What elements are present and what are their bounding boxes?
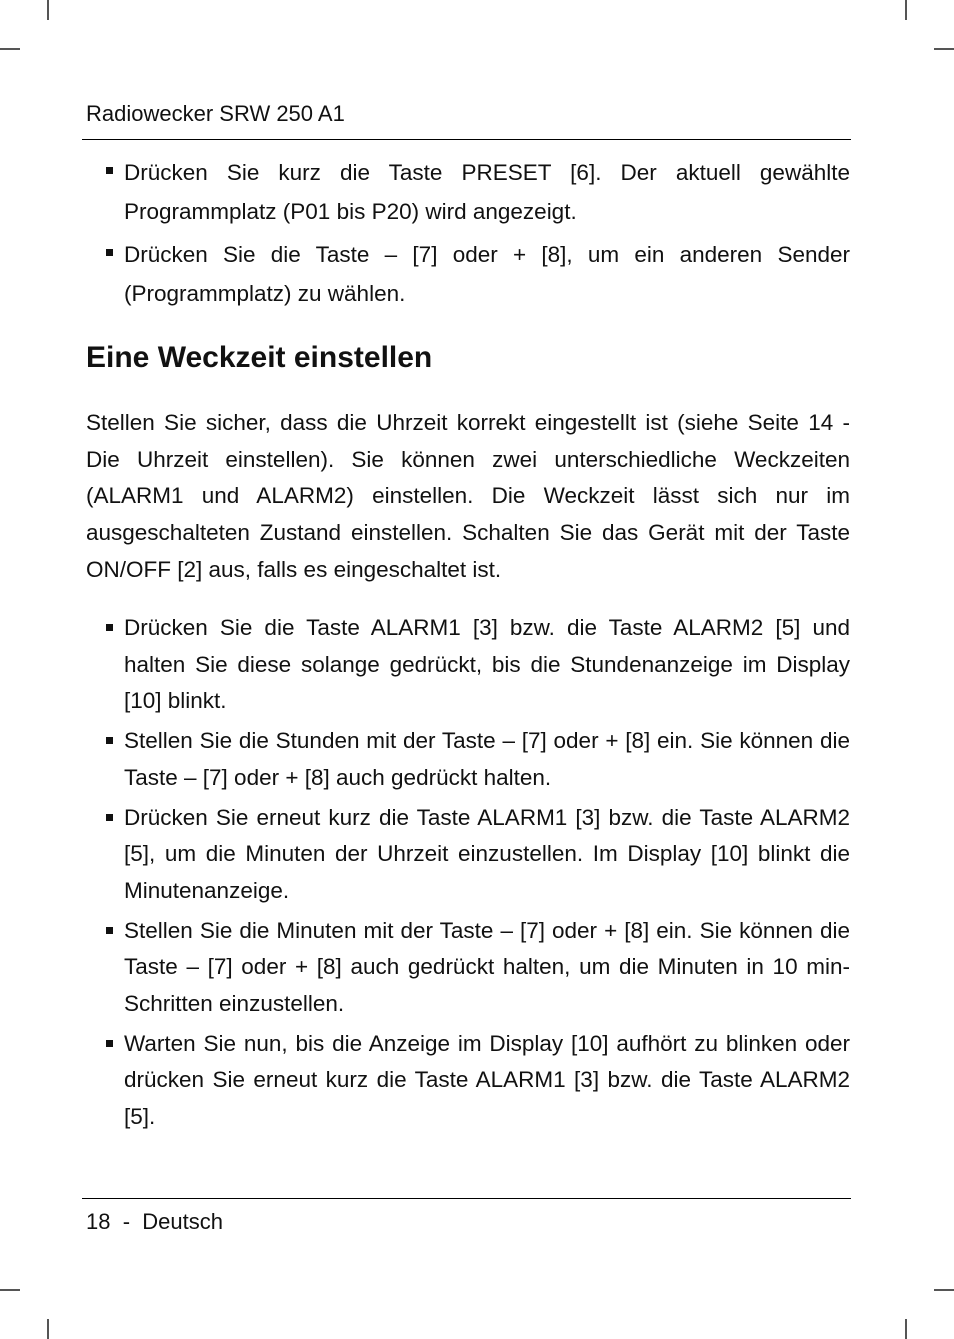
crop-mark-top-left <box>47 0 49 20</box>
list-item-text: Drücken Sie die Taste – [7] oder + [8], um ein anderen Sender (Programmplatz) zu wählen. <box>124 242 850 306</box>
list-item <box>86 235 850 313</box>
square-bullet-icon <box>106 927 113 934</box>
crop-mark-top-right-h <box>934 48 954 50</box>
crop-mark-bottom-left-h <box>0 1289 20 1291</box>
crop-mark-top-right <box>905 0 907 20</box>
crop-mark-top-left-h <box>0 48 20 50</box>
list-item-text: Stellen Sie die Minuten mit der Taste – [7] oder + [8] ein. Sie können die Taste – [7] oder + [8] auch gedrückt halten, um die Minuten in 10 min-Schritten einzustellen. <box>124 917 850 1017</box>
square-bullet-icon <box>106 814 113 821</box>
list-item-text: Drücken Sie die Taste ALARM1 [3] bzw. die Taste ALARM2 [5] und halten Sie diese solange gedrückt, bis die Stundenanzeige im Display [10] blinkt. <box>124 615 850 714</box>
square-bullet-icon <box>106 624 113 631</box>
page-footer: 18 - Deutsch <box>86 1209 223 1234</box>
section-heading: Eine Weckzeit einstellen <box>86 341 433 374</box>
list-item-text: Warten Sie nun, bis die Anzeige im Display [10] aufhört zu blinken oder drücken Sie erneut kurz die Taste ALARM1 [3] bzw. die Taste ALARM2 [5]. <box>124 1030 850 1130</box>
steps-list <box>86 610 850 1139</box>
list-item-text: Stellen Sie die Stunden mit der Taste – [7] oder + [8] ein. Sie können die Taste – [7] oder + [8] auch gedrückt halten. <box>124 728 850 790</box>
footer-rule <box>82 1198 851 1199</box>
crop-mark-bottom-right-h <box>934 1289 954 1291</box>
square-bullet-icon <box>106 1040 113 1047</box>
header-rule <box>82 139 851 140</box>
list-item <box>86 723 850 796</box>
list-item <box>86 610 850 720</box>
list-item <box>86 800 850 910</box>
square-bullet-icon <box>106 249 113 256</box>
list-item <box>86 913 850 1023</box>
intro-paragraph: Stellen Sie sicher, dass die Uhrzeit korrekt eingestellt ist (siehe Seite 14 - Die Uhrzeit einstellen). Sie können zwei unterschiedliche Weckzeiten (ALARM1 und ALARM2) einstellen. Die Weckzeit lässt sich nur im ausgeschalteten Zustand einstellen. Schalten Sie das Gerät mit der Taste ON/OFF [2] aus, falls es eingeschaltet ist. <box>86 410 850 582</box>
list-item-text: Drücken Sie kurz die Taste PRESET [6]. Der aktuell gewählte Programmplatz (P01 bis P20) wird angezeigt. <box>124 160 850 224</box>
square-bullet-icon <box>106 737 113 744</box>
crop-mark-bottom-left <box>47 1319 49 1339</box>
crop-mark-bottom-right <box>905 1319 907 1339</box>
running-header: Radiowecker SRW 250 A1 <box>86 101 345 126</box>
list-item <box>86 153 850 231</box>
square-bullet-icon <box>106 167 113 174</box>
list-item <box>86 1026 850 1136</box>
list-item-text: Drücken Sie erneut kurz die Taste ALARM1 [3] bzw. die Taste ALARM2 [5], um die Minuten der Uhrzeit einzustellen. Im Display [10] blinkt die Minutenanzeige. <box>124 804 850 903</box>
top-bullet-list <box>86 153 850 317</box>
